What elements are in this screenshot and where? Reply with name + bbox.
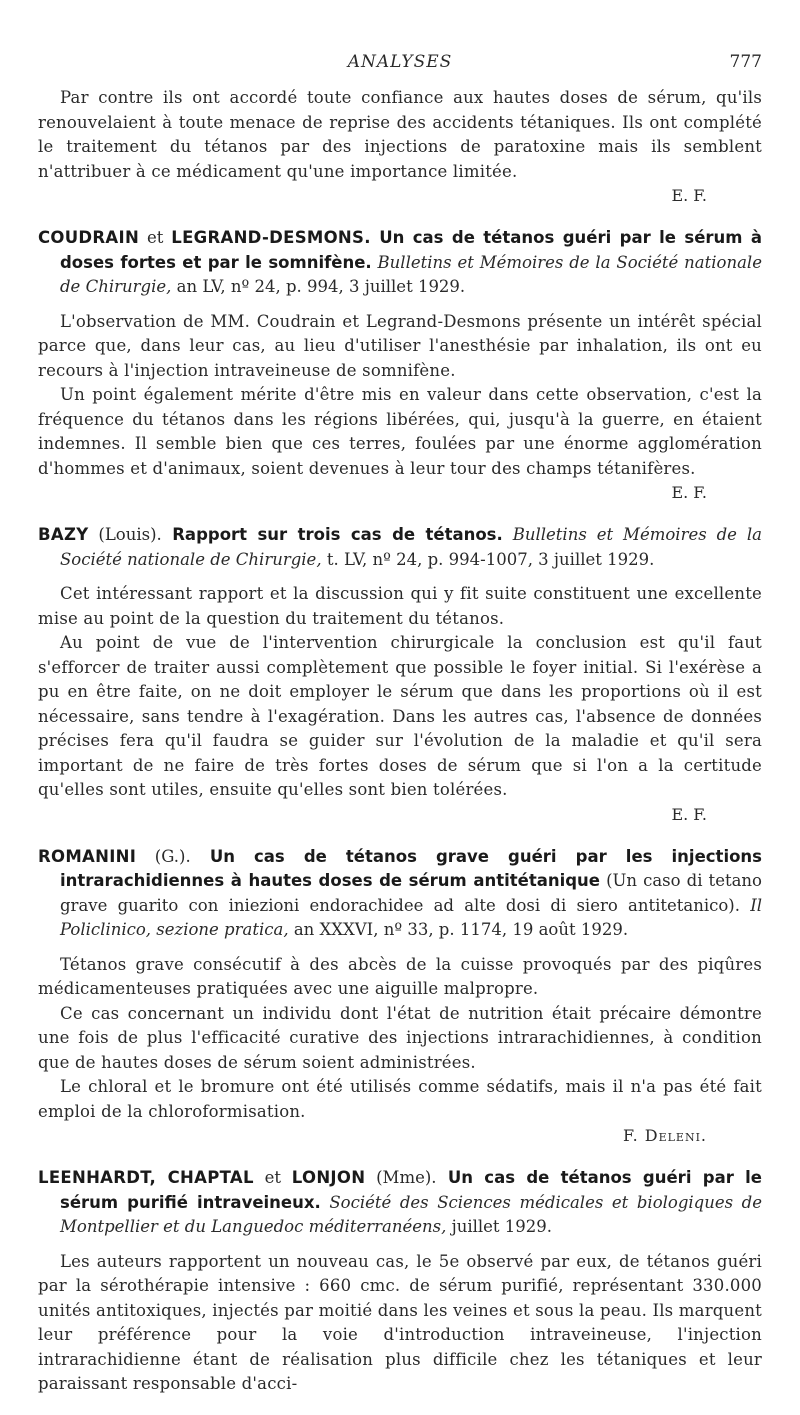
source-journal: Bulletins et Mémoires de la Société nationale de Chirurgie, xyxy=(60,525,762,569)
signature: F. Deleni. xyxy=(622,1126,707,1145)
abstract-entry-coudrain xyxy=(38,226,762,505)
page-number: 777 xyxy=(729,52,762,72)
author-name: COUDRAIN xyxy=(38,228,140,247)
author-name: LEENHARDT, CHAPTAL xyxy=(38,1168,254,1187)
source-journal: Société des Sciences médicales et biologiques de Montpellier et du Languedoc méditerranéens, xyxy=(60,1192,763,1236)
source-journal: Il Policlinico, sezione pratica, xyxy=(60,895,762,939)
running-title: ANALYSES xyxy=(347,52,453,72)
intro-paragraph: Par contre ils ont accordé toute confiance aux hautes doses de sérum, qu'ils renouvelaient à toute menace de reprise des accidents tétaniques. Ils ont complété le traitement du tétanos par des injections de paratoxine mais ils semblent n'attribuer à ce médicament qu'une importance limitée. xyxy=(38,88,762,181)
body-paragraph: Le chloral et le bromure ont été utilisés comme sédatifs, mais il n'a pas été fait emploi de la chloroformisation. xyxy=(38,1077,762,1121)
original-title: (Un caso di tetano grave guarito con iniezioni endorachidee ad alte dosi di siero antitetanico). xyxy=(60,871,762,915)
author-extra: (Louis). xyxy=(88,525,162,544)
entry-heading xyxy=(38,523,762,572)
source-reference: an XXXVI, nº 33, p. 1174, 19 août 1929. xyxy=(288,920,629,939)
author-conjunction: et xyxy=(139,228,172,247)
body-paragraph: Tétanos grave consécutif à des abcès de la cuisse provoqués par des piqûres médicamenteuses pratiquées avec une aiguille malpropre. xyxy=(38,954,762,998)
source-reference: juillet 1929. xyxy=(446,1217,553,1236)
author-conjunction: et xyxy=(253,1168,292,1187)
signature: E. F. xyxy=(671,186,707,205)
author-name: LEGRAND-DESMONS. xyxy=(171,228,371,247)
entry-heading xyxy=(38,1166,762,1240)
entry-heading xyxy=(38,226,762,300)
article-title: Un cas de tétanos guéri par le sérum purifié intraveineux. xyxy=(60,1168,763,1212)
body-paragraph: Ce cas concernant un individu dont l'état de nutrition était précaire démontre une fois de plus l'efficacité curative des injections intrarachidiennes, à condition que de hautes doses de sérum soient administrées. xyxy=(38,1003,762,1072)
signature: E. F. xyxy=(671,483,707,502)
body-paragraph: Les auteurs rapportent un nouveau cas, le 5e observé par eux, de tétanos guéri par la sérothérapie intensive : 660 cmc. de sérum purifié, représentant 330.000 unités antitoxiques, injectés par moitié dans les veines et sous la peau. Ils marquent leur préférence pour la voie d'introduction intraveineuse, l'injection intrarachidienne étant de réalisation plus difficile chez les tétaniques et leur paraissant responsable d'acci- xyxy=(38,1251,762,1393)
entry-heading xyxy=(38,845,762,943)
source-reference: an LV, nº 24, p. 994, 3 juillet 1929. xyxy=(171,277,466,296)
source-journal: Bulletins et Mémoires de la Société nationale de Chirurgie, xyxy=(60,252,762,296)
signature: E. F. xyxy=(671,804,707,824)
body-paragraph: Au point de vue de l'intervention chirurgicale la conclusion est qu'il faut s'efforcer de traiter aussi complètement que possible le foyer initial. Si l'exérèse a pu en être faite, on ne doit employer le sérum que dans les proportions où il est nécessaire, sans tendre à l'exagération. Dans les autres cas, l'absence de données précises fera qu'il faudra se guider sur l'évolution de la maladie et qu'il sera important de ne faire de très fortes doses de sérum que si l'on a la certitude qu'elles sont utiles, ensuite qu'elles sont bien tolérées. xyxy=(38,633,762,799)
document-page xyxy=(38,50,762,1397)
body-paragraph: Cet intéressant rapport et la discussion qui y fit suite constituent une excellente mise au point de la question du traitement du tétanos. xyxy=(38,584,762,628)
abstract-entry-bazy xyxy=(38,523,762,827)
author-name: ROMANINI xyxy=(38,846,137,866)
body-paragraph: L'observation de MM. Coudrain et Legrand-Desmons présente un intérêt spécial parce que, dans leur cas, au lieu d'utiliser l'anesthésie par inhalation, ils ont eu recours à l'injection intraveineuse de somnifène. xyxy=(38,311,762,380)
author-name: BAZY xyxy=(38,525,89,544)
abstract-entry-romanini xyxy=(38,845,762,1149)
article-title: Un cas de tétanos grave guéri par les injections intrarachidiennes à hautes doses de sérum antitétanique xyxy=(60,846,763,890)
abstract-entry-leenhardt xyxy=(38,1166,762,1397)
article-title: Rapport sur trois cas de tétanos. xyxy=(161,525,503,544)
source-reference: t. LV, nº 24, p. 994-1007, 3 juillet 1929. xyxy=(321,549,655,569)
body-paragraph: Un point également mérite d'être mis en valeur dans cette observation, c'est la fréquence du tétanos dans les régions libérées, qui, jusqu'à la guerre, en étaient indemnes. Il semble bien que ces terres, foulées par une énorme agglomération d'hommes et d'animaux, soient devenues à leur tour des champs tétanifères. xyxy=(38,385,762,478)
author-extra: (G.). xyxy=(136,846,191,866)
article-title: Un cas de tétanos guéri par le sérum à doses fortes et par le somnifène. xyxy=(60,228,762,272)
author-name: LONJON xyxy=(291,1168,366,1187)
page-header xyxy=(38,50,762,78)
author-extra: (Mme). xyxy=(365,1168,437,1187)
